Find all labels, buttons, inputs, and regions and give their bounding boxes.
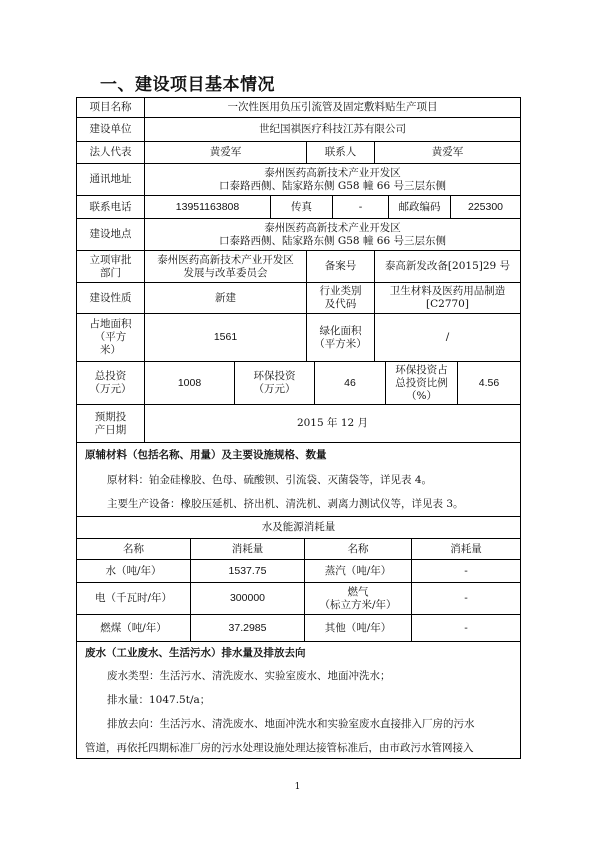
section-title: 一、建设项目基本情况	[100, 75, 275, 95]
date-label-line2: 产日期	[94, 423, 127, 436]
legal-label: 法人代表	[77, 142, 145, 164]
fax-label: 传真	[271, 196, 333, 219]
invest-label-line1: 总投资	[94, 370, 127, 382]
site-line2: 口泰路西侧、陆家路东侧 G58 幢 66 号三层东侧	[219, 234, 446, 247]
industry-label-line1: 行业类别	[319, 285, 362, 297]
green-area-value: /	[375, 314, 520, 362]
nature-value: 新建	[145, 283, 307, 314]
energy-col-name-2: 名称	[305, 539, 412, 560]
energy-steam-label: 蒸汽（吨/年）	[305, 560, 412, 583]
energy-steam-value: -	[412, 560, 520, 583]
contact-label: 联系人	[307, 142, 375, 164]
site-label: 建设地点	[77, 219, 145, 251]
energy-power-label: 电（千瓦时/年）	[77, 583, 191, 615]
energy-heading: 水及能源消耗量	[77, 517, 520, 539]
address-line2: 口泰路西侧、陆家路东侧 G58 幢 66 号三层东侧	[219, 179, 446, 192]
wastewater-dest-line2: 管道，再依托四期标准厂房的污水处理设施处理达接管标准后，由市政污水管网接入	[85, 742, 474, 754]
area-value: 1561	[145, 314, 307, 362]
env-invest-value: 46	[315, 362, 386, 405]
energy-coal-value: 37.2985	[191, 615, 305, 642]
zip-value: 225300	[451, 196, 520, 219]
energy-col-name-1: 名称	[77, 539, 191, 560]
env-label-line2: （万元）	[253, 383, 296, 395]
energy-coal-label: 燃煤（吨/年）	[77, 615, 191, 642]
ratio-label-line1: 环保投资占	[395, 363, 448, 376]
approval-dept-line2: 发展与改革委员会	[183, 266, 268, 279]
energy-other-value: -	[412, 615, 520, 642]
energy-water-label: 水（吨/年）	[77, 560, 191, 583]
industry-label-line2: 及代码	[324, 298, 357, 310]
invest-label	[77, 362, 145, 405]
energy-gas-value: -	[412, 583, 520, 615]
address-label: 通讯地址	[77, 164, 145, 196]
date-label	[77, 405, 145, 443]
energy-water-value: 1537.75	[191, 560, 305, 583]
env-invest-label	[235, 362, 315, 405]
unit-label: 建设单位	[77, 118, 145, 142]
approval-dept-line1: 泰州医药高新技术产业开发区	[157, 253, 294, 266]
site-value	[145, 219, 520, 251]
project-info-table	[76, 97, 521, 759]
ratio-value: 4.56	[458, 362, 520, 405]
record-label: 备案号	[307, 251, 375, 283]
phone-value: 13951163808	[145, 196, 271, 219]
materials-section	[77, 443, 520, 517]
approval-label	[77, 251, 145, 283]
materials-heading: 原辅材料（包括名称、用量）及主要设施规格、数量	[85, 449, 327, 461]
contact-value: 黄爱军	[375, 142, 520, 164]
env-label-line1: 环保投资	[253, 370, 296, 382]
area-label	[77, 314, 145, 362]
project-name-value: 一次性医用负压引流管及固定敷料贴生产项目	[145, 98, 520, 118]
wastewater-type: 废水类型：生活污水、清洗废水、实验室废水、地面冲洗水；	[107, 670, 391, 682]
energy-gas-label	[305, 583, 412, 615]
address-value	[145, 164, 520, 196]
ratio-label-line2: 总投资比例	[395, 376, 448, 389]
unit-value: 世纪国祺医疗科技江苏有限公司	[145, 118, 520, 142]
page-number: 1	[294, 782, 301, 792]
area-label-line3: 米）	[100, 344, 121, 356]
energy-col-amount-2: 消耗量	[412, 539, 520, 560]
nature-label: 建设性质	[77, 283, 145, 314]
record-value: 泰高新发改备[2015]29 号	[375, 251, 520, 283]
industry-value-line2: [C2770]	[426, 298, 469, 310]
area-label-line2: （平方	[94, 331, 127, 343]
address-line1: 泰州医药高新技术产业开发区	[264, 166, 401, 179]
energy-other-label: 其他（吨/年）	[305, 615, 412, 642]
industry-label	[307, 283, 375, 314]
green-label-line2: （平方米）	[314, 337, 367, 350]
fax-value: -	[333, 196, 389, 219]
energy-power-value: 300000	[191, 583, 305, 615]
green-area-label	[307, 314, 375, 362]
energy-gas-label-line2: （标立方米/年）	[319, 598, 397, 611]
materials-raw: 原材料：铂金硅橡胶、色母、硫酸钡、引流袋、灭菌袋等，详见表 4。	[107, 474, 433, 486]
invest-label-line2: （万元）	[89, 383, 132, 395]
wastewater-heading: 废水（工业废水、生活污水）排水量及排放去向	[85, 647, 306, 659]
project-name-label: 项目名称	[77, 98, 145, 118]
green-label-line1: 绿化面积	[319, 324, 362, 337]
phone-label: 联系电话	[77, 196, 145, 219]
wastewater-volume: 排水量：1047.5t/a；	[107, 694, 211, 706]
industry-value	[375, 283, 520, 314]
energy-gas-label-line1: 燃气	[347, 585, 369, 598]
site-line1: 泰州医药高新技术产业开发区	[264, 221, 401, 234]
industry-value-line1: 卫生材料及医药用品制造	[389, 285, 506, 297]
ratio-label-line3: （%）	[406, 389, 437, 402]
invest-value: 1008	[145, 362, 235, 405]
wastewater-dest-line1: 排放去向：生活污水、清洗废水、地面冲洗水和实验室废水直接排入厂房的污水	[107, 718, 475, 730]
area-label-line1: 占地面积	[89, 318, 132, 330]
materials-equipment: 主要生产设备：橡胶压延机、挤出机、清洗机、剥离力测试仪等，详见表 3。	[107, 498, 464, 510]
ratio-label	[386, 362, 458, 405]
date-label-line1: 预期投	[94, 410, 127, 423]
energy-col-amount-1: 消耗量	[191, 539, 305, 560]
approval-label-line1: 立项审批	[89, 253, 132, 266]
approval-label-line2: 部门	[100, 266, 121, 279]
approval-dept	[145, 251, 307, 283]
date-value: 2015 年 12 月	[145, 405, 520, 443]
zip-label: 邮政编码	[389, 196, 451, 219]
legal-value: 黄爱军	[145, 142, 307, 164]
